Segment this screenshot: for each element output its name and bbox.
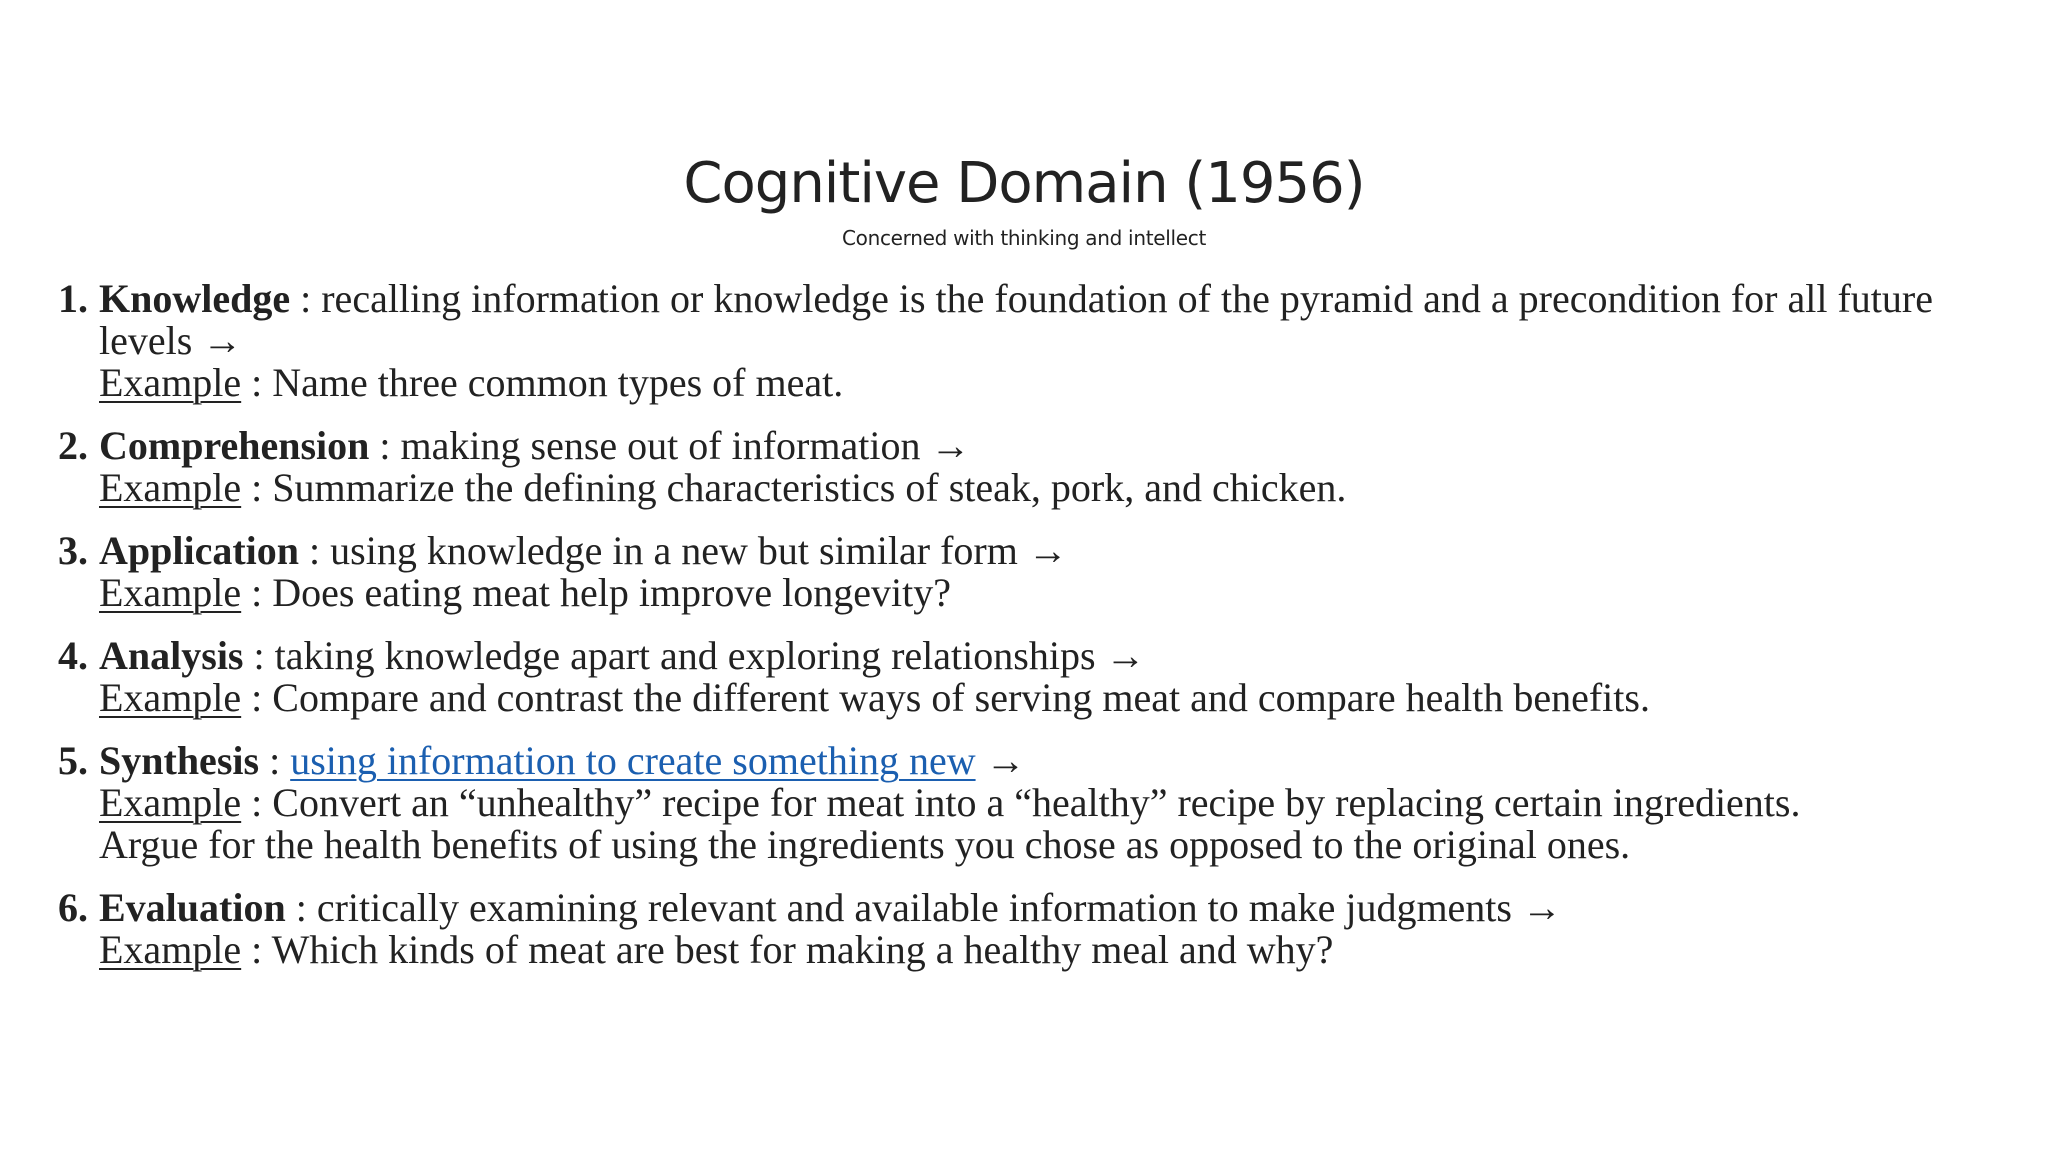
item-definition: : making sense out of information bbox=[369, 423, 931, 468]
example-label: Example bbox=[99, 570, 242, 615]
item-term: Comprehension bbox=[99, 423, 370, 468]
item-term: Evaluation bbox=[99, 885, 286, 930]
item-term: Application bbox=[99, 528, 300, 573]
list-item-analysis bbox=[58, 635, 1998, 719]
item-number: 6. bbox=[58, 885, 88, 930]
item-definition-line bbox=[99, 278, 1998, 362]
item-definition-line bbox=[99, 635, 1998, 677]
item-term: Knowledge bbox=[99, 276, 291, 321]
arrow-icon: → bbox=[1105, 633, 1146, 678]
item-example-continued: Argue for the health benefits of using the ingredients you chose as opposed to the original ones. bbox=[99, 822, 1631, 867]
list-item-knowledge bbox=[58, 278, 1998, 404]
list-item-evaluation bbox=[58, 887, 1998, 971]
taxonomy-list bbox=[58, 278, 1998, 992]
item-spacer bbox=[976, 738, 986, 783]
example-label: Example bbox=[99, 360, 242, 405]
item-example: : Summarize the defining characteristics of steak, pork, and chicken. bbox=[241, 465, 1347, 510]
item-number: 2. bbox=[58, 423, 88, 468]
item-example-line bbox=[99, 929, 1998, 971]
item-definition-line bbox=[99, 740, 1998, 782]
example-label: Example bbox=[99, 465, 242, 510]
item-example: : Does eating meat help improve longevity? bbox=[241, 570, 951, 615]
slide-subtitle: Concerned with thinking and intellect bbox=[841, 226, 1206, 250]
arrow-icon: → bbox=[1027, 528, 1068, 573]
example-label: Example bbox=[99, 927, 242, 972]
item-example: : Name three common types of meat. bbox=[241, 360, 844, 405]
item-definition: : taking knowledge apart and exploring relationships bbox=[243, 633, 1106, 678]
item-example: : Convert an “unhealthy” recipe for meat into a “healthy” recipe by replacing certain ingredients. bbox=[241, 780, 1801, 825]
item-definition: : critically examining relevant and available information to make judgments bbox=[285, 885, 1522, 930]
synthesis-definition-link[interactable]: using information to create something new bbox=[290, 738, 976, 783]
item-number: 5. bbox=[58, 738, 88, 783]
item-definition: : recalling information or knowledge is the foundation of the pyramid and a precondition for all future levels bbox=[99, 276, 1933, 363]
item-example: : Compare and contrast the different ways of serving meat and compare health benefits. bbox=[241, 675, 1650, 720]
arrow-icon: → bbox=[985, 738, 1026, 783]
item-number: 3. bbox=[58, 528, 88, 573]
item-example: : Which kinds of meat are best for making a healthy meal and why? bbox=[241, 927, 1334, 972]
item-number: 4. bbox=[58, 633, 88, 678]
item-definition-line bbox=[99, 887, 1998, 929]
arrow-icon: → bbox=[930, 423, 971, 468]
item-number: 1. bbox=[58, 276, 88, 321]
item-example-line bbox=[99, 572, 1998, 614]
item-definition-line bbox=[99, 425, 1998, 467]
item-definition: : using knowledge in a new but similar form bbox=[299, 528, 1028, 573]
list-item-synthesis bbox=[58, 740, 1998, 866]
slide-title: Cognitive Domain (1956) bbox=[683, 151, 1365, 216]
item-example-line bbox=[99, 467, 1998, 509]
example-label: Example bbox=[99, 780, 242, 825]
item-example-line bbox=[99, 677, 1998, 719]
list-item-comprehension bbox=[58, 425, 1998, 509]
item-example-line bbox=[99, 362, 1998, 404]
item-separator: : bbox=[259, 738, 291, 783]
item-definition-line bbox=[99, 530, 1998, 572]
arrow-icon: → bbox=[1522, 885, 1562, 930]
arrow-icon: → bbox=[202, 318, 243, 363]
example-label: Example bbox=[99, 675, 242, 720]
item-term: Analysis bbox=[99, 633, 244, 678]
item-term: Synthesis bbox=[99, 738, 260, 783]
item-example-line bbox=[99, 782, 1998, 824]
list-item-application bbox=[58, 530, 1998, 614]
